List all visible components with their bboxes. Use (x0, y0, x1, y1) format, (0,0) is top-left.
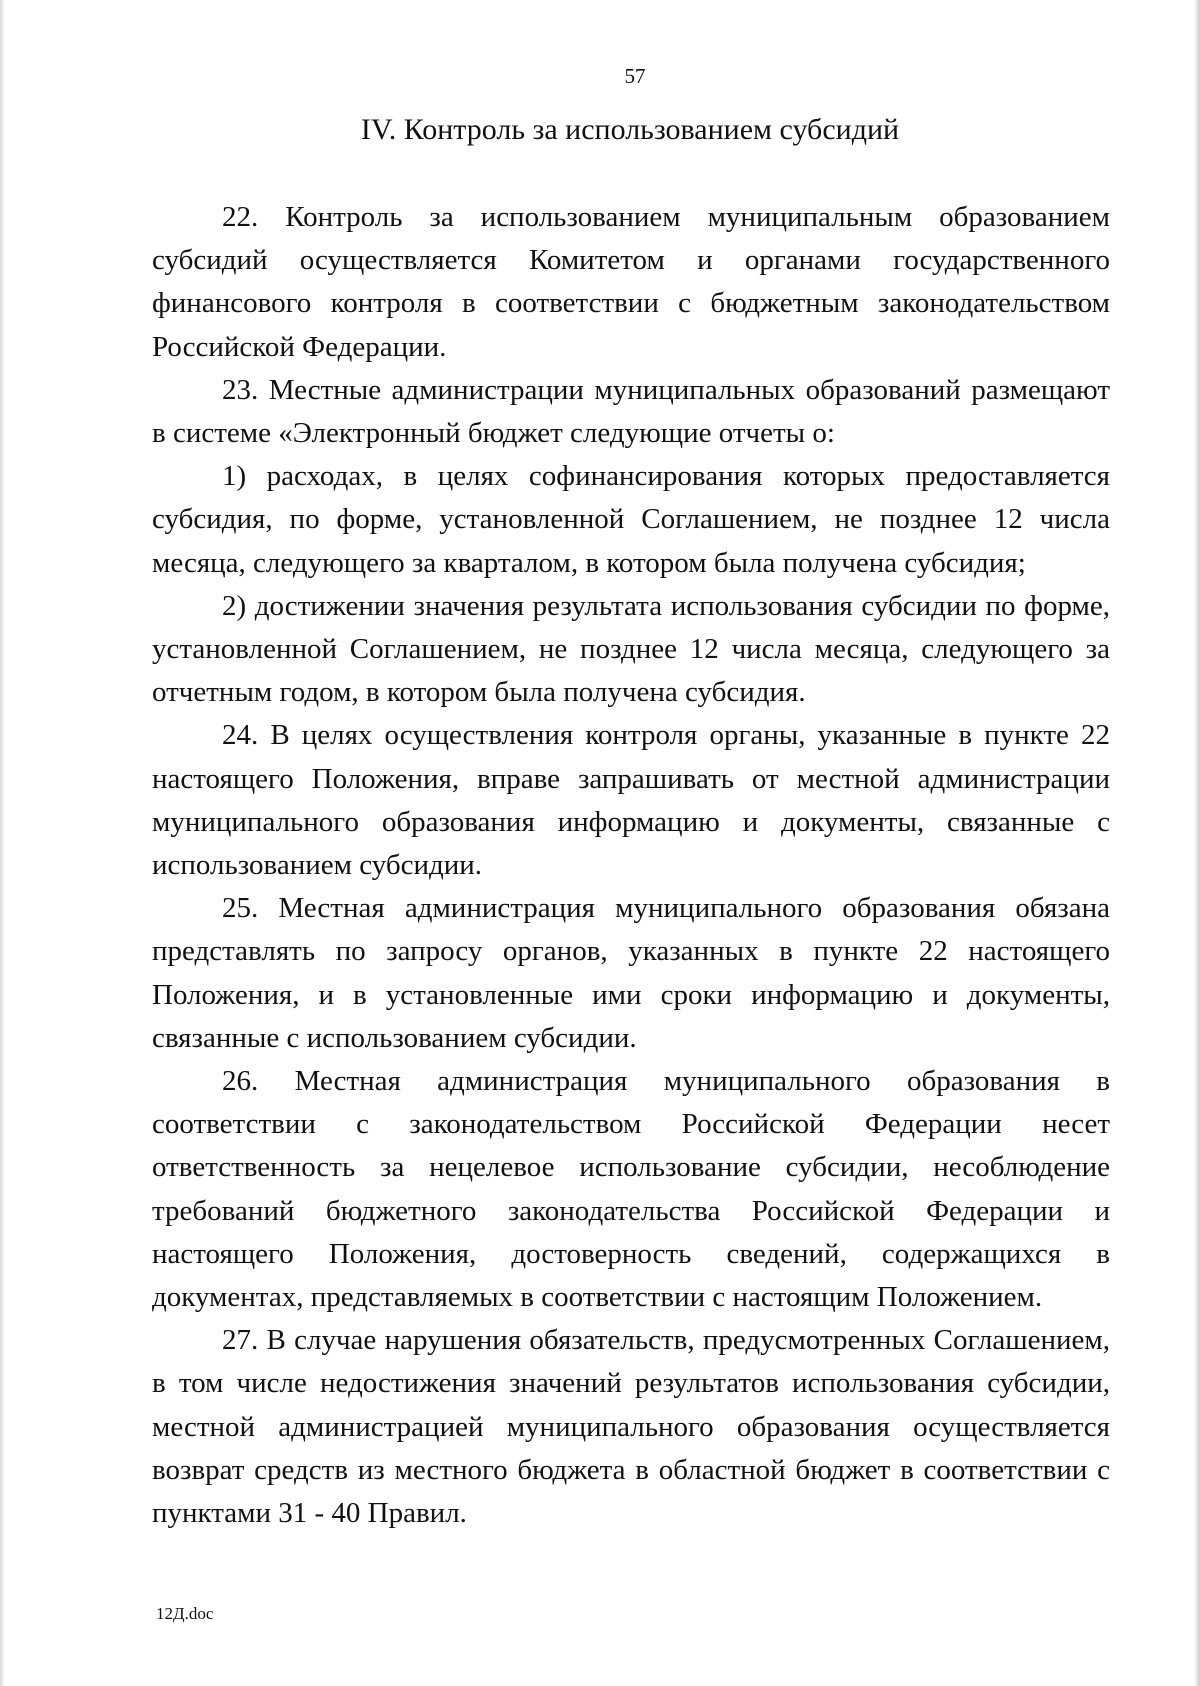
file-name-footer: 12Д.doc (156, 1604, 214, 1623)
paragraph-23-item-2: 2) достижении значения результата использования субсидии по форме, установленной Соглашением, не позднее 12 числа месяца, следующего за отчетным годом, в котором была получена субсидия. (152, 589, 1110, 709)
paragraph-24: 24. В целях осуществления контроля органы, указанные в пункте 22 настоящего Положения, вправе запрашивать от местной администрации муниципального образования информацию и документы, связанные с использованием субсидии. (152, 719, 1110, 882)
scan-edge-left (0, 0, 5, 1686)
page-number: 57 (624, 64, 646, 88)
paragraph-23: 23. Местные администрации муниципальных образований размещают в системе «Электронный бюджет следующие отчеты о: (152, 373, 1110, 450)
paragraph-25: 25. Местная администрация муниципального образования обязана представлять по запросу органов, указанных в пункте 22 настоящего Положения, и в установленные ими сроки информацию и документы, связанные с использованием субсидии. (152, 892, 1110, 1054)
paragraph-26: 26. Местная администрация муниципального образования в соответствии с законодательством Российской Федерации несет ответственность за нецелевое использование субсидии, несоблюдение требований бюджетного законодательства Российской Федерации и настоящего Положения, достоверность сведений, содержащихся в документах, представляемых в соответствии с настоящим Положением. (152, 1065, 1110, 1314)
document-body (152, 196, 1110, 1535)
paragraph-27: 27. В случае нарушения обязательств, предусмотренных Соглашением, в том числе недостижения значений результатов использования субсидии, местной администрацией муниципального образования осуществляется возврат средств из местного бюджета в областной бюджет в соответствии с пунктами 31 - 40 Правил. (152, 1324, 1110, 1530)
scan-edge-right (1194, 0, 1200, 1686)
paragraph-22: 22. Контроль за использованием муниципальным образованием субсидий осуществляется Комитетом и органами государственного финансового контроля в соответствии с бюджетным законодательством Российской Федерации. (152, 201, 1110, 363)
paragraph-23-item-1: 1) расходах, в целях софинансирования которых предоставляется субсидия, по форме, установленной Соглашением, не позднее 12 числа месяца, следующего за кварталом, в котором была получена субсидия; (152, 460, 1110, 579)
section-title: IV. Контроль за использованием субсидий (360, 113, 900, 146)
